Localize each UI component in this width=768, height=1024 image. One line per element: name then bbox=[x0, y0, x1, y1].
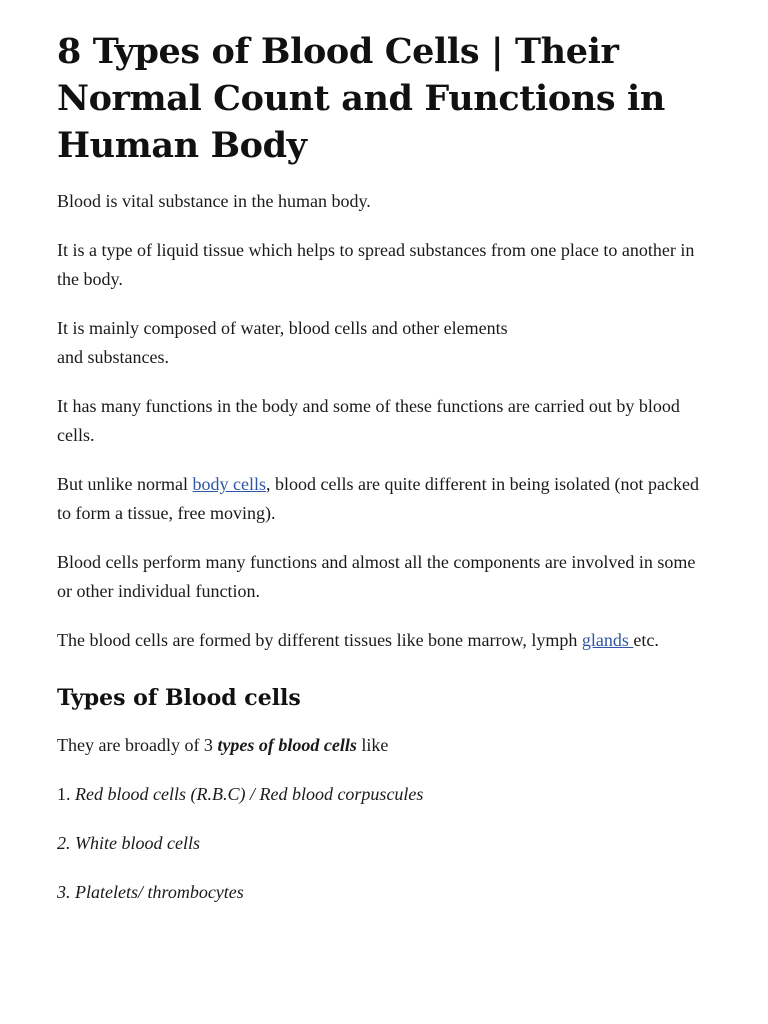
list-number: 3. bbox=[57, 882, 75, 902]
paragraph-formation-before: The blood cells are formed by different tissues like bone marrow, lymph bbox=[57, 630, 582, 650]
types-intro-after: like bbox=[356, 735, 389, 755]
article-title: 8 Types of Blood Cells | Their Normal Count and Functions in Human Body bbox=[57, 31, 665, 166]
list-number: 1. bbox=[57, 784, 75, 804]
list-text: Red blood cells (R.B.C) / Red blood corpuscules bbox=[75, 784, 424, 804]
list-text: White blood cells bbox=[75, 833, 200, 853]
paragraph-formation bbox=[57, 626, 712, 655]
list-item-platelets bbox=[57, 878, 712, 907]
types-intro bbox=[57, 731, 712, 760]
paragraph-body-cells bbox=[57, 470, 712, 528]
paragraph-composition: It is mainly composed of water, blood cells and other elements and substances. bbox=[57, 318, 508, 367]
section-heading-types: Types of Blood cells bbox=[57, 685, 301, 711]
glands-link[interactable]: glands bbox=[581, 630, 634, 650]
paragraph-perform-functions: Blood cells perform many functions and almost all the components are involved in some or other individual function. bbox=[57, 552, 696, 601]
paragraph-body-cells-after: , blood cells are quite different in being isolated (not packed to form a tissue, free moving). bbox=[57, 474, 700, 523]
list-item-rbc bbox=[57, 780, 712, 809]
list-item-wbc bbox=[57, 829, 712, 858]
list-number: 2. bbox=[57, 833, 75, 853]
types-intro-before: They are broadly of 3 bbox=[57, 735, 218, 755]
body-cells-link[interactable]: body cells bbox=[192, 474, 266, 494]
paragraph-liquid-tissue: It is a type of liquid tissue which helps to spread substances from one place to another in the body. bbox=[57, 240, 695, 289]
types-intro-emphasis: types of blood cells bbox=[217, 735, 357, 755]
list-text: Platelets/ thrombocytes bbox=[75, 882, 244, 902]
paragraph-intro: Blood is vital substance in the human body. bbox=[57, 191, 371, 211]
paragraph-functions: It has many functions in the body and some of these functions are carried out by blood cells. bbox=[57, 396, 680, 445]
paragraph-body-cells-before: But unlike normal bbox=[57, 474, 193, 494]
paragraph-formation-after: etc. bbox=[633, 630, 659, 650]
